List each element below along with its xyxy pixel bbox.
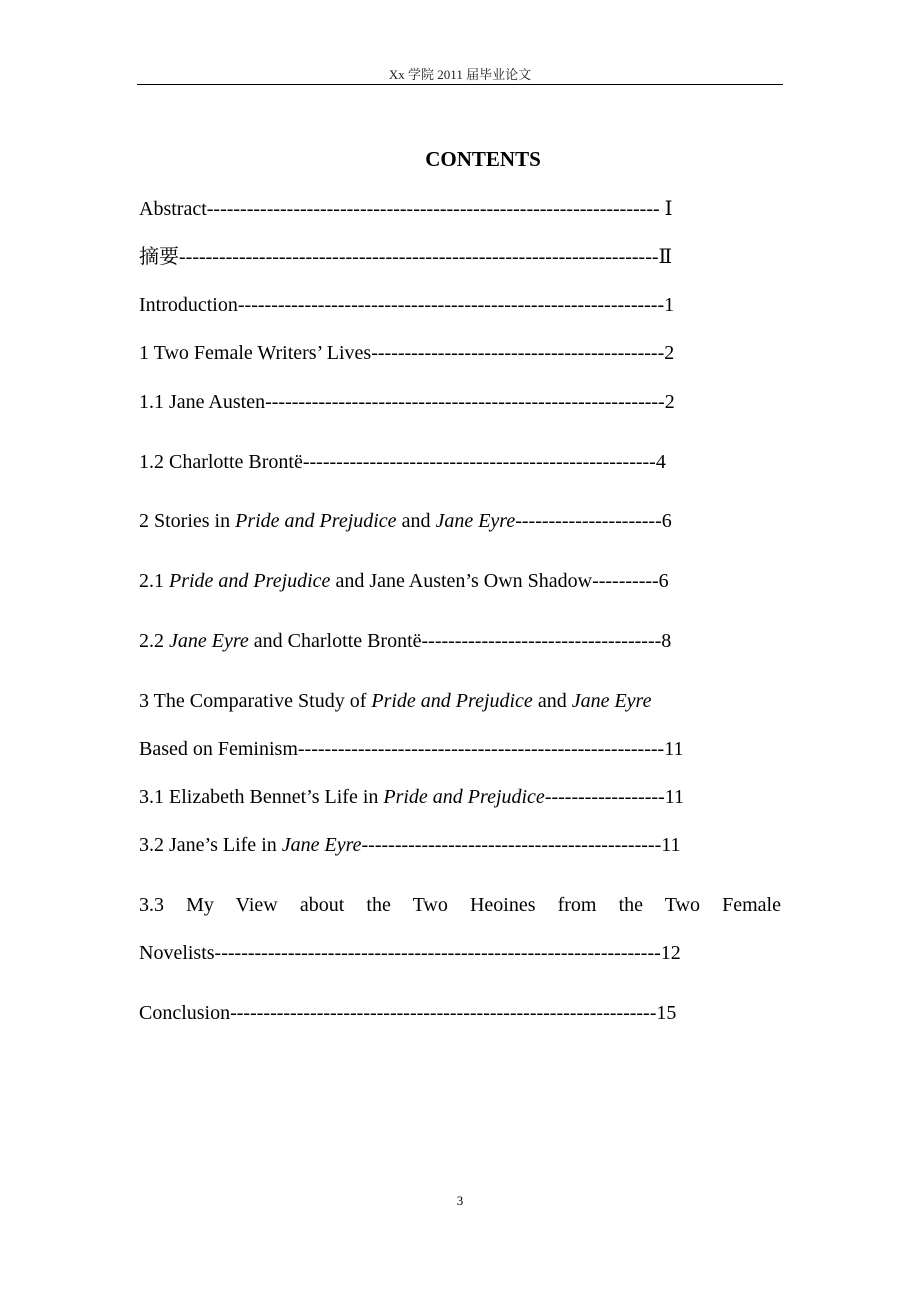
toc-entry	[139, 449, 666, 475]
contents-title: CONTENTS	[425, 147, 541, 171]
toc-entry-italic-title: Jane Eyre	[571, 690, 652, 712]
toc-entry-text: 摘要------------------------------------------------------------------------Ⅱ	[139, 246, 673, 268]
toc-entry-text: ---------------------------------------------11	[361, 834, 681, 856]
toc-entry-text: and Charlotte Brontë------------------------------------8	[248, 630, 672, 652]
toc-entry-italic-title: Jane Eyre	[435, 510, 516, 532]
toc-entry-text: Novelists-------------------------------------------------------------------12	[139, 942, 681, 964]
toc-entry-text: 2 Stories in	[139, 510, 236, 532]
toc-entry-text: Ⅰ	[664, 198, 673, 220]
toc-entry-text: and Jane Austen’s Own Shadow----------6	[330, 570, 669, 592]
toc-entry-text: ----------------------6	[515, 510, 672, 532]
toc-entry-text: Based on Feminism-------------------------------------------------------11	[139, 738, 684, 760]
toc-entry-italic-title: Pride and Prejudice	[169, 570, 331, 592]
toc-entry-text: 3.3 My View about the Two Heoines from the Two Female	[139, 894, 781, 916]
toc-entry	[139, 628, 671, 654]
toc-entry-text: 2.2	[139, 630, 169, 652]
toc-entry-text: 3 The Comparative Study of	[139, 690, 372, 712]
toc-entry-italic-title: Pride and Prejudice	[235, 510, 397, 532]
toc-entry	[139, 196, 673, 222]
toc-entry-italic-title: Jane Eyre	[169, 630, 249, 652]
toc-entry-text: 2.1	[139, 570, 169, 592]
toc-entry-text: 1.2 Charlotte Brontë-----------------------------------------------------4	[139, 451, 666, 473]
toc-entry	[139, 892, 781, 918]
header-rule	[137, 84, 783, 85]
toc-entry-italic-title: Jane Eyre	[281, 834, 362, 856]
toc-entry	[139, 292, 674, 318]
page-number: 3	[456, 1193, 464, 1208]
toc-entry	[139, 1000, 676, 1026]
toc-entry-text: 3.2 Jane’s Life in	[139, 834, 282, 856]
toc-entry-text: 1.1 Jane Austen------------------------------------------------------------2	[139, 391, 675, 413]
toc-entry-italic-title: Pride and Prejudice	[371, 690, 533, 712]
toc-entry-italic-title: Pride and Prejudice	[383, 786, 545, 808]
toc-entry	[139, 832, 680, 858]
toc-entry	[139, 244, 672, 270]
toc-entry	[139, 688, 651, 714]
toc-entry-text: Abstract--------------------------------------------------------------------	[139, 198, 665, 220]
toc-entry	[139, 389, 675, 415]
toc-entry	[139, 508, 672, 534]
toc-entry-text: ------------------11	[544, 786, 684, 808]
running-header: Xx 学院 2011 届毕业论文	[388, 67, 532, 82]
toc-entry	[139, 784, 684, 810]
toc-entry-text: Conclusion----------------------------------------------------------------15	[139, 1002, 677, 1024]
toc-entry-text: and	[532, 690, 572, 712]
toc-entry-text: 1 Two Female Writers’ Lives--------------------------------------------2	[139, 342, 675, 364]
toc-entry-text: Introduction----------------------------------------------------------------1	[139, 294, 675, 316]
toc-entry	[139, 340, 674, 366]
toc-entry	[139, 736, 683, 762]
toc-entry	[139, 940, 681, 966]
toc-entry-text: 3.1 Elizabeth Bennet’s Life in	[139, 786, 384, 808]
toc-entry-text: and	[396, 510, 436, 532]
toc-entry	[139, 568, 669, 594]
